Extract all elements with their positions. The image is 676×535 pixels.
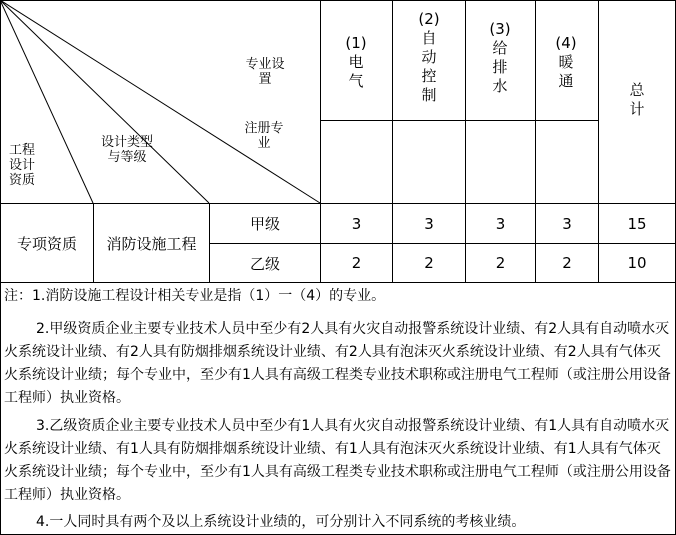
row-1-col-1: 3	[351, 214, 362, 233]
note-2: 2.甲级资质企业主要专业技术人员中至少有2人具有火灾自动报警系统设计业绩、有2人具有自动喷水灭火系统设计业绩、有2人具有防烟排烟系统设计业绩、有2人具有泡沫灭火系统设计业绩、有2人具有气体灭火系统设计业绩；每个专业中，至少有1人具有高级工程类专业技术职称或注册电气工程师（或注册公用设备工程师）执业资格。	[4, 321, 671, 406]
note-3: 3.乙级资质企业主要专业技术人员中至少有1人具有火灾自动报警系统设计业绩、有1人具有自动喷水灭火系统设计业绩、有1人具有防烟排烟系统设计业绩、有1人具有泡沫灭火系统设计业绩、有1人具有气体灭火系统设计业绩；每个专业中，至少有1人具有高级工程类专业技术职称或注册电气工程师（或注册公用设备工程师）执业资格。	[4, 418, 671, 503]
cell-qualification: 专项资质	[16, 234, 77, 253]
col-3-number: (3)	[489, 20, 511, 38]
col-3-name: 给排水	[492, 39, 508, 95]
label-specialty-setting: 专业设置	[245, 57, 285, 87]
row-1-col-2: 3	[424, 214, 434, 233]
label-registered-specialty: 注册专业	[244, 121, 284, 151]
row-1-level: 甲级	[249, 215, 280, 233]
row-2-total: 10	[627, 254, 647, 272]
row-2-col-1: 2	[351, 254, 362, 272]
col-1-number: (1)	[345, 34, 367, 52]
label-qualification: 工程设计资质	[8, 143, 35, 188]
col-total-header: 总计	[629, 81, 645, 118]
row-2-col-3: 2	[495, 254, 506, 272]
border-header-split	[320, 120, 598, 121]
cell-project-type: 消防设施工程	[106, 234, 197, 253]
row-1-col-3: 3	[495, 214, 506, 233]
note-4: 4.一人同时具有两个及以上系统设计业绩的，可分别计入不同系统的考核业绩。	[36, 514, 526, 530]
col-4-number: (4)	[555, 34, 577, 52]
col-4-name: 暖通	[558, 53, 574, 90]
label-design-type-level: 设计类型与等级	[100, 135, 153, 165]
row-2-level: 乙级	[249, 254, 280, 273]
row-1-col-4: 3	[562, 214, 572, 233]
col-1-name: 电气	[348, 53, 364, 90]
row-2-col-4: 2	[562, 254, 572, 272]
note-1: 注：1.消防设施工程设计相关专业是指（1）一（4）的专业。	[4, 288, 386, 304]
row-2-col-2: 2	[424, 254, 434, 272]
diagonal-header-lines	[0, 0, 321, 204]
border-table-bottom	[0, 282, 676, 283]
diagonal-line-1	[0, 0, 320, 203]
col-2-number: (2)	[418, 10, 440, 28]
col-2-name: 自动控制	[421, 29, 437, 104]
row-1-total: 15	[627, 214, 647, 233]
